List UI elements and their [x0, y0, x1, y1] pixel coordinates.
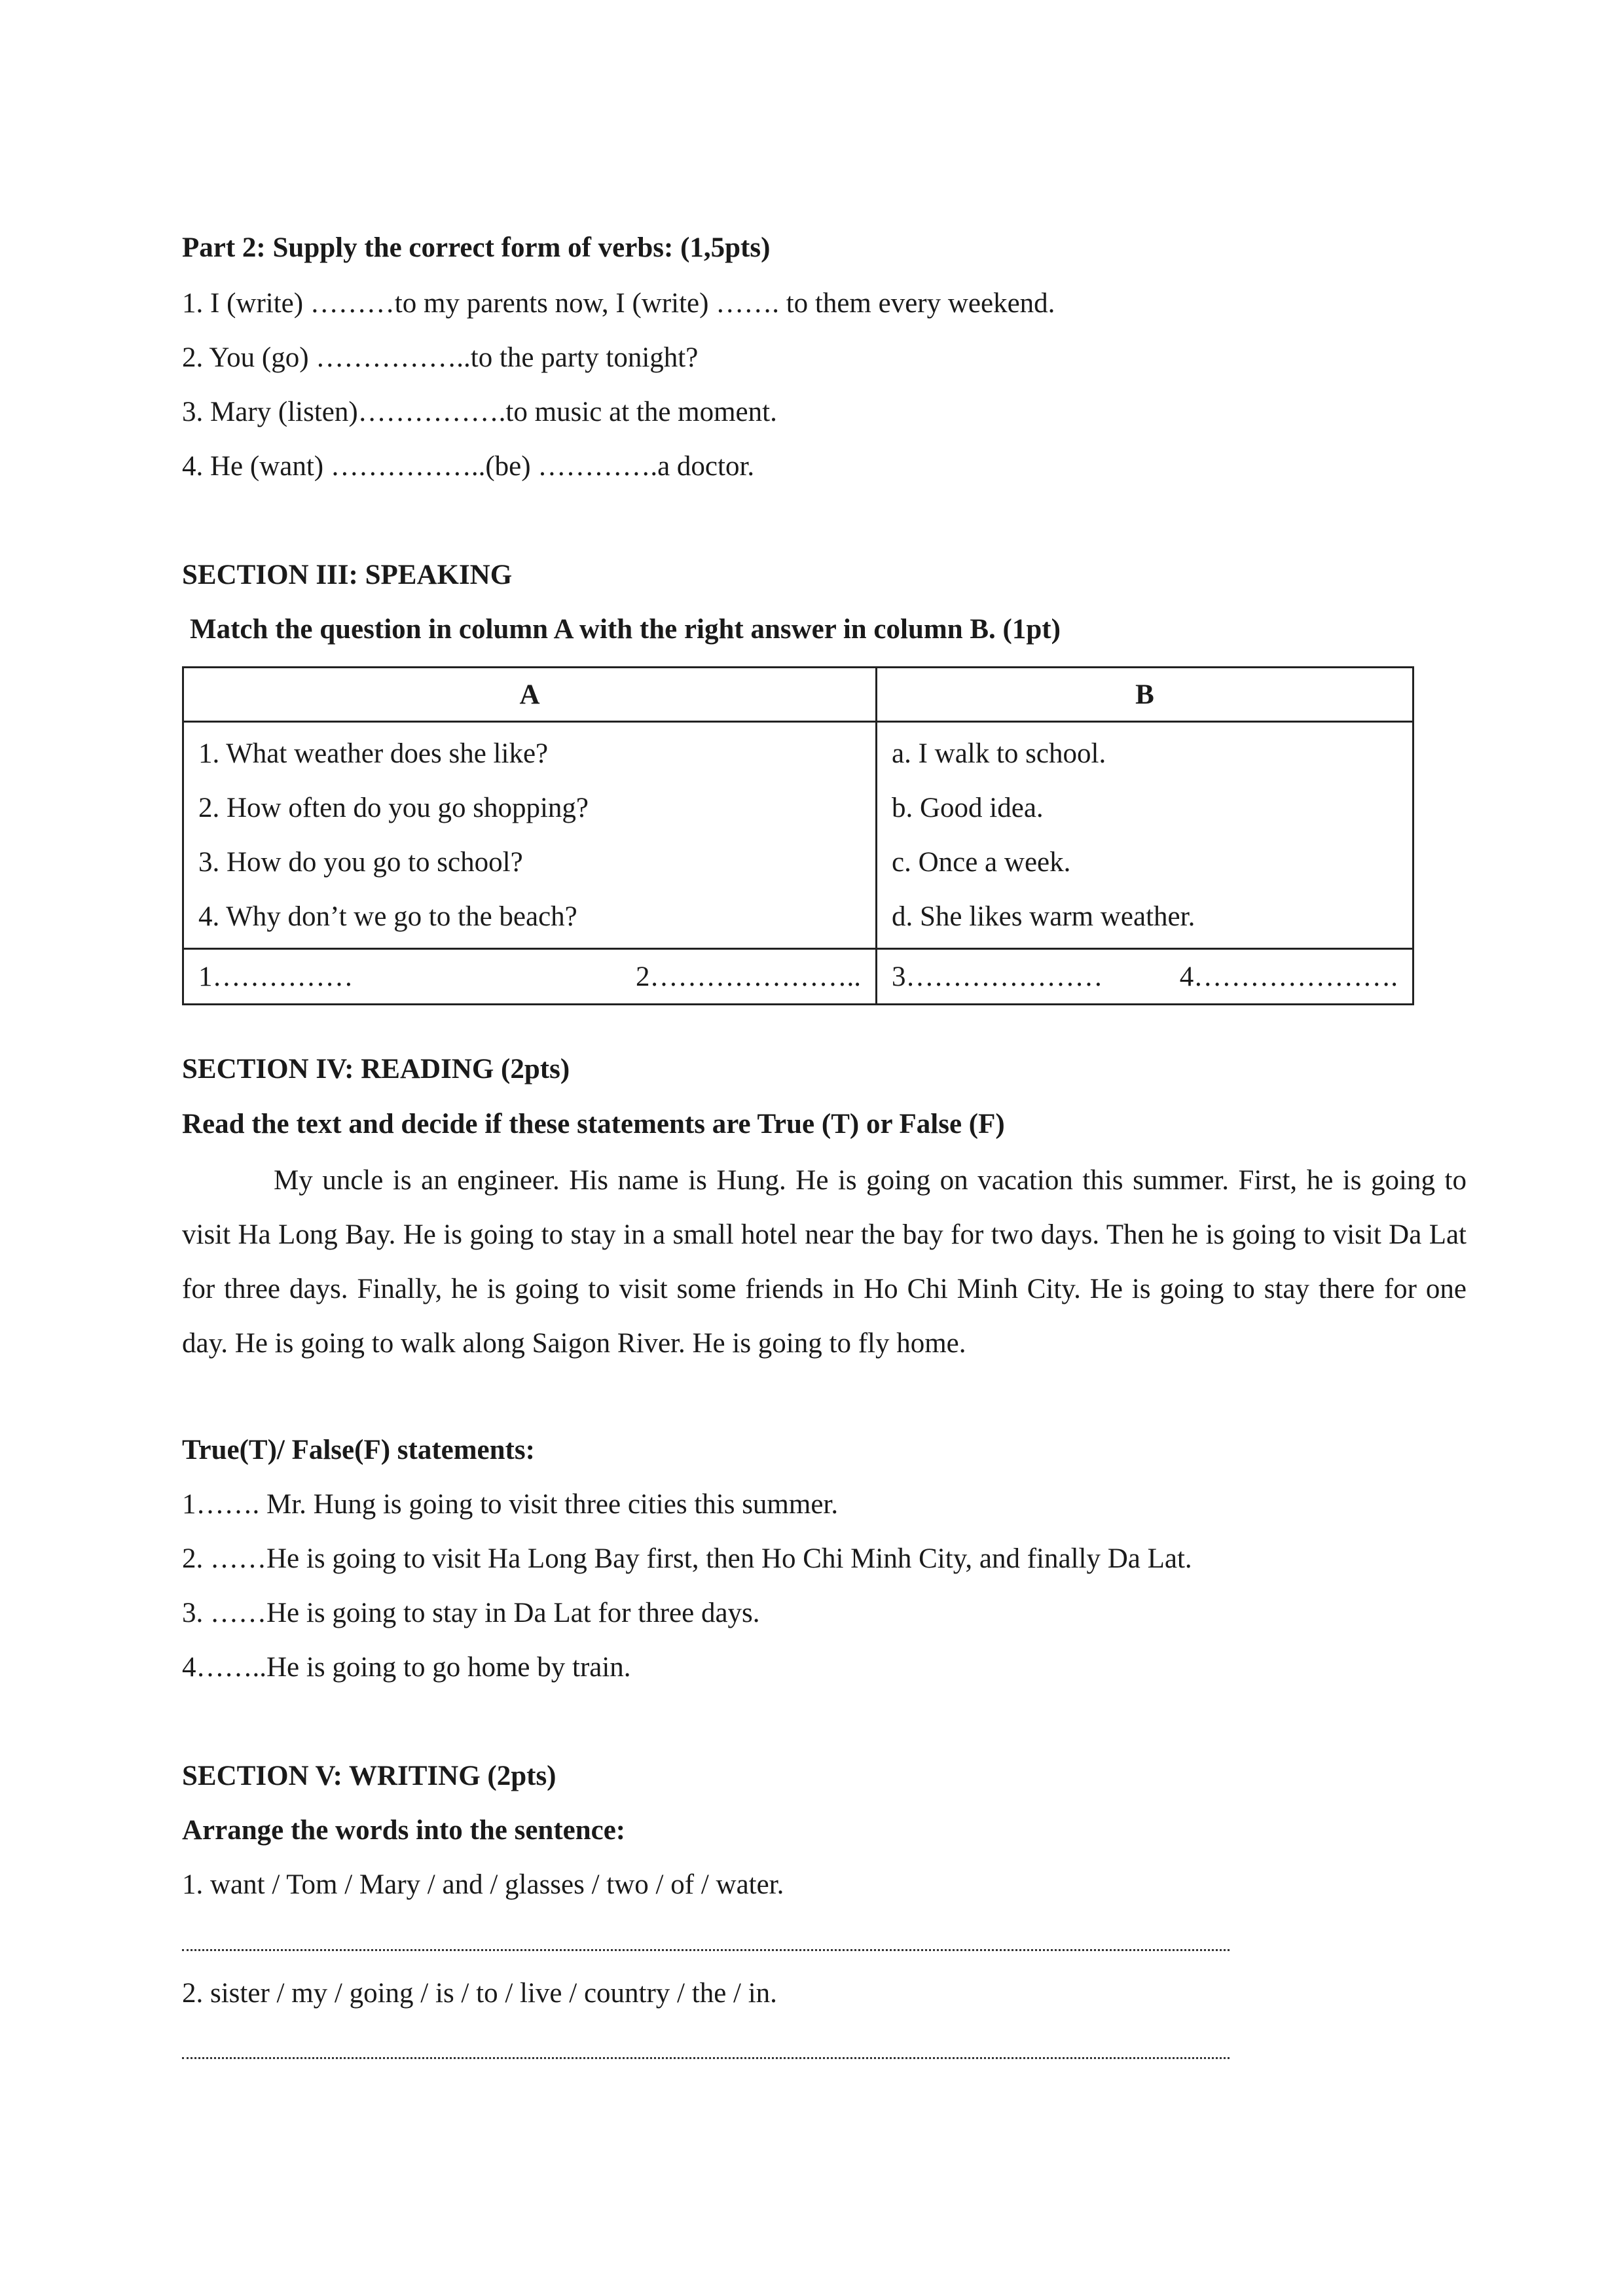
answer-item: b. Good idea.	[892, 793, 1044, 823]
part2-item-4: 4. He (want) ……………..(be) ………….a doctor.	[182, 451, 755, 482]
section4-instruction: Read the text and decide if these statements are True (T) or False (F)	[182, 1109, 1005, 1139]
reading-passage: My uncle is an engineer. His name is Hung. He is going on vacation this summer. First, he is going to visit Ha Long Bay. He is going to stay in a small hotel near the bay for two days. Then he is going to visit Da Lat for three days. Finally, he is going to visit some friends in Ho Chi Minh City. He is going to stay there for one day. He is going to walk along Saigon River. He is going to fly home.	[182, 1165, 1467, 1359]
section3-instruction: Match the question in column A with the right answer in column B. (1pt)	[190, 614, 1061, 645]
answer-item: c. Once a week.	[892, 847, 1071, 878]
part2-heading: Part 2: Supply the correct form of verbs: (1,5pts)	[182, 232, 771, 263]
part2-item-1: 1. I (write) ………to my parents now, I (write) ……. to them every weekend.	[182, 288, 1055, 319]
answer-slots-left	[183, 949, 877, 1005]
statement-4: 4……..He is going to go home by train.	[182, 1652, 631, 1683]
answer-item: d. She likes warm weather.	[892, 901, 1195, 932]
answers-cell	[877, 722, 1413, 949]
statement-1: 1……. Mr. Hung is going to visit three cities this summer.	[182, 1489, 839, 1520]
table-content-row	[183, 722, 1413, 949]
matching-table	[182, 666, 1414, 1005]
answer-slot-3[interactable]: 3…………………	[892, 961, 1103, 992]
question-item: 1. What weather does she like?	[198, 738, 549, 769]
writing-item-1: 1. want / Tom / Mary / and / glasses / two / of / water.	[182, 1869, 784, 1900]
section4-heading: SECTION IV: READING (2pts)	[182, 1054, 570, 1085]
statements-heading: True(T)/ False(F) statements:	[182, 1435, 535, 1465]
questions-cell	[183, 722, 877, 949]
column-b-header: B	[877, 668, 1413, 722]
answer-slot-2[interactable]: 2…………………..	[636, 961, 861, 992]
answer-item: a. I walk to school.	[892, 738, 1106, 769]
section3-heading: SECTION III: SPEAKING	[182, 560, 513, 590]
answer-slots-row	[183, 949, 1413, 1005]
section5-instruction: Arrange the words into the sentence:	[182, 1815, 626, 1846]
part2-item-2: 2. You (go) ……………..to the party tonight?	[182, 342, 699, 373]
answer-line-2[interactable]	[182, 2057, 1230, 2059]
answer-slot-1[interactable]: 1……………	[198, 961, 354, 992]
answer-line-1[interactable]	[182, 1949, 1230, 1951]
question-item: 4. Why don’t we go to the beach?	[198, 901, 577, 932]
section5-heading: SECTION V: WRITING (2pts)	[182, 1761, 556, 1791]
writing-item-2: 2. sister / my / going / is / to / live / country / the / in.	[182, 1978, 777, 2009]
statement-2: 2. ……He is going to visit Ha Long Bay first, then Ho Chi Minh City, and finally Da Lat.	[182, 1543, 1192, 1574]
answer-slots-right	[877, 949, 1413, 1005]
table-header-row	[183, 668, 1413, 722]
statement-3: 3. ……He is going to stay in Da Lat for three days.	[182, 1598, 760, 1628]
question-item: 3. How do you go to school?	[198, 847, 523, 878]
answer-slot-4[interactable]: 4………………….	[1179, 961, 1398, 992]
part2-item-3: 3. Mary (listen)…………….to music at the moment.	[182, 397, 777, 427]
question-item: 2. How often do you go shopping?	[198, 793, 589, 823]
column-a-header: A	[183, 668, 877, 722]
